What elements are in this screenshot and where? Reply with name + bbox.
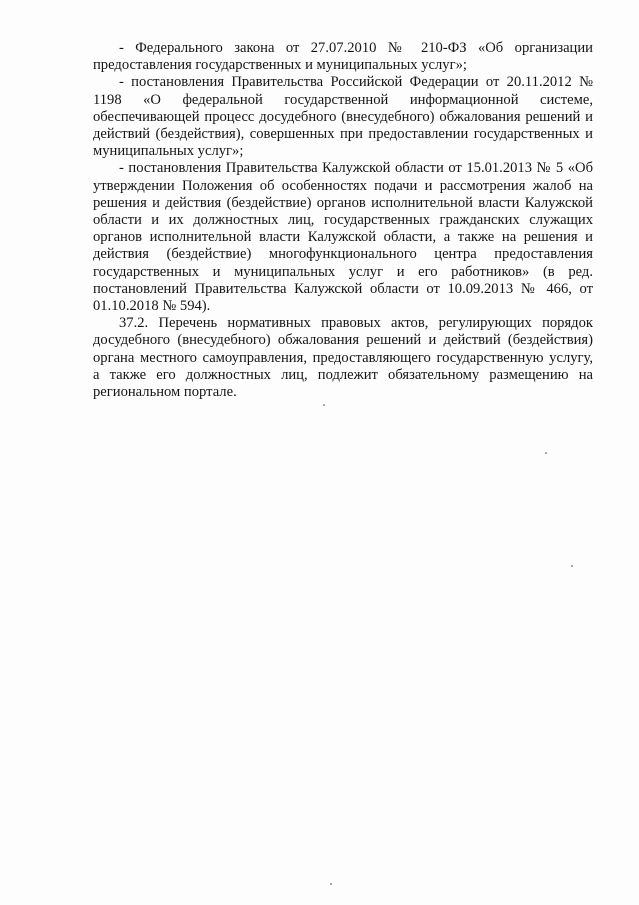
scan-speck [545, 452, 547, 454]
scan-speck [330, 883, 332, 885]
paragraph-federal-law-210: - Федерального закона от 27.07.2010 № 210-ФЗ «Об организации предоставления государственных и муниципальных услуг»; [93, 40, 593, 74]
scan-speck [571, 565, 573, 567]
document-body [93, 40, 593, 401]
paragraph-37-2: 37.2. Перечень нормативных правовых актов, регулирующих порядок досудебного (внесудебного) обжалования решений и действий (бездействия) органа местного самоуправления, предоставляющего государственную услугу, а также его должностных лиц, подлежит обязательному размещению на региональном портале. [93, 315, 593, 401]
paragraph-kaluga-resolution-5: - постановления Правительства Калужской области от 15.01.2013 № 5 «Об утверждении Положения об особенностях подачи и рассмотрения жалоб на решения и действия (бездействие) органов исполнительной власти Калужской области и их должностных лиц, государственных гражданских служащих органов исполнительной власти Калужской области, а также на решения и действия (бездействие) многофункционального центра предоставления государственных и муниципальных услуг и его работников» (в ред. постановлений Правительства Калужской области от 10.09.2013 № 466, от 01.10.2018 № 594). [93, 160, 593, 315]
paragraph-government-resolution-1198: - постановления Правительства Российской Федерации от 20.11.2012 № 1198 «О федеральной государственной информационной системе, обеспечивающей процесс досудебного (внесудебного) обжалования решений и действий (бездействия), совершенных при предоставлении государственных и муниципальных услуг»; [93, 74, 593, 160]
scan-speck [323, 404, 325, 406]
